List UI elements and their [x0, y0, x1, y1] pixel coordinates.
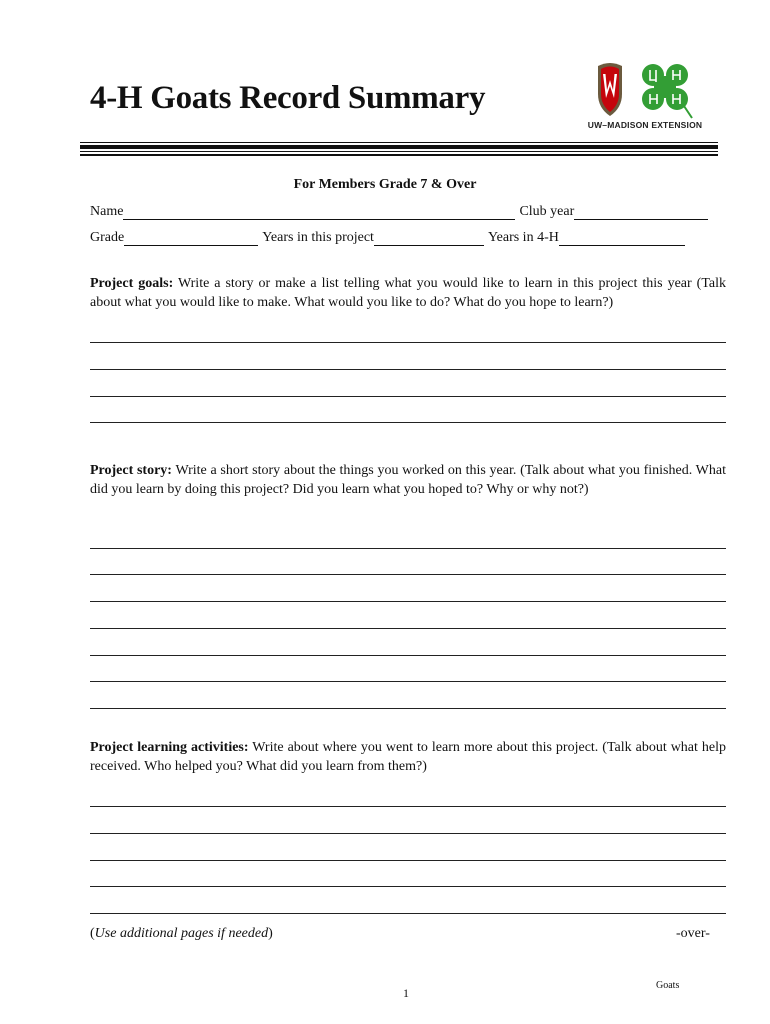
story-writing-line[interactable]: [90, 681, 726, 682]
project-story-heading: Project story:: [90, 463, 172, 478]
header-rule-thick: [80, 145, 718, 149]
project-story-text: Write a short story about the things you worked on this year. (Talk about what you finished. What did you learn by doing this project? Did you learn what you hoped to? Why or why not?): [90, 463, 726, 497]
project-activities-prompt: [90, 738, 726, 776]
story-writing-line[interactable]: [90, 574, 726, 575]
footer-label: Goats: [656, 980, 680, 991]
additional-pages-note-text: Use additional pages if needed: [94, 926, 269, 941]
story-writing-line[interactable]: [90, 655, 726, 656]
project-goals-prompt: [90, 274, 726, 312]
years-4h-field[interactable]: [559, 231, 685, 246]
additional-pages-note: (Use additional pages if needed): [90, 926, 273, 941]
over-label: -over-: [676, 926, 710, 941]
subtitle: For Members Grade 7 & Over: [293, 177, 477, 192]
project-activities-heading: Project learning activities:: [90, 740, 249, 755]
page-title: 4-H Goats Record Summary: [90, 80, 486, 116]
story-writing-line[interactable]: [90, 708, 726, 709]
uw-crest-icon: [598, 63, 622, 116]
club-year-label: Club year: [519, 204, 575, 219]
header-rule-medium: [80, 154, 718, 156]
page-number: 1: [403, 986, 409, 1000]
project-story-prompt: [90, 461, 726, 499]
activities-writing-line[interactable]: [90, 886, 726, 887]
years-project-label: Years in this project: [262, 230, 374, 245]
project-goals-text: Write a story or make a list telling what you would like to learn in this project this year (Talk about what you would like to make. What would you like to do? What do you hope to learn?): [90, 276, 726, 310]
header-rule-thin-2: [80, 151, 718, 152]
goals-writing-line[interactable]: [90, 396, 726, 397]
activities-writing-line[interactable]: [90, 833, 726, 834]
project-activities-text: Write about where you went to learn more about this project. (Talk about what help received. Who helped you? What did you learn from them?): [90, 740, 726, 774]
project-goals-heading: Project goals:: [90, 276, 174, 291]
header-rule-thin: [80, 142, 718, 143]
uw-extension-4h-logo: [586, 60, 706, 120]
years-4h-label: Years in 4-H: [487, 230, 559, 245]
story-writing-line[interactable]: [90, 601, 726, 602]
club-year-field[interactable]: [574, 205, 708, 220]
goals-writing-line[interactable]: [90, 369, 726, 370]
activities-writing-line[interactable]: [90, 913, 726, 914]
goals-writing-line[interactable]: [90, 422, 726, 423]
story-writing-line[interactable]: [90, 548, 726, 549]
name-field[interactable]: [123, 205, 515, 220]
grade-label: Grade: [90, 230, 125, 245]
goals-writing-line[interactable]: [90, 342, 726, 343]
field-row-grade: [90, 230, 685, 246]
field-row-name: [90, 204, 708, 220]
grade-field[interactable]: [124, 231, 258, 246]
fourh-clover-icon: [642, 64, 692, 118]
story-writing-line[interactable]: [90, 628, 726, 629]
logo-extension-text: UW–MADISON EXTENSION: [587, 120, 703, 130]
years-project-field[interactable]: [374, 231, 484, 246]
activities-writing-line[interactable]: [90, 860, 726, 861]
activities-writing-line[interactable]: [90, 806, 726, 807]
name-label: Name: [90, 204, 124, 219]
logo-group: [586, 60, 716, 134]
